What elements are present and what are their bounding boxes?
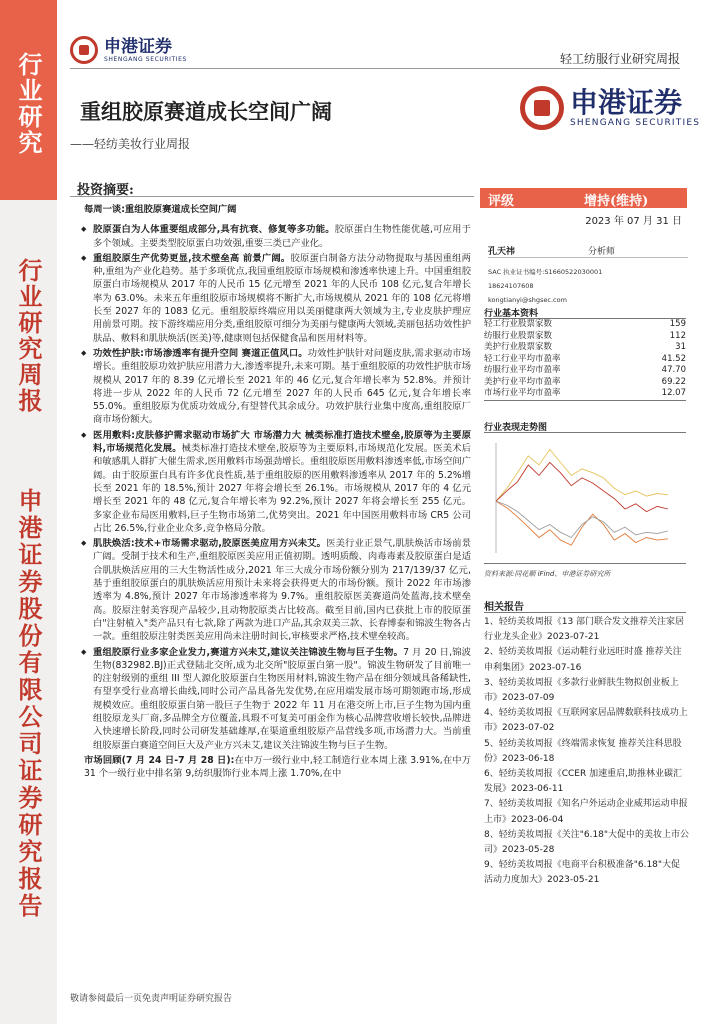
row-value: 47.70 (661, 365, 686, 375)
rating-banner (480, 188, 687, 208)
summary-bullet (84, 646, 471, 752)
table-row (484, 319, 686, 331)
chart-series-line-4 (496, 462, 668, 511)
summary-body (84, 203, 471, 782)
row-label: 轻工行业股票家数 (484, 319, 553, 329)
row-label: 市场行业平均市盈率 (484, 388, 561, 398)
chart-heading: 行业表现走势图 (484, 423, 548, 433)
summary-bullet (84, 223, 471, 250)
bullet-lead: 重组胶原生产优势更显,技术壁垒高 前景广阔。 (93, 252, 291, 264)
table-row (484, 342, 686, 354)
market-review-lead: 市场回顾(7 月 24 日-7 月 28 日): (84, 754, 235, 766)
brand-mark-icon (70, 36, 98, 64)
sidebar-top-band (0, 0, 57, 200)
summary-bullet (84, 429, 471, 535)
report-subtitle: ——轻纺美妆行业周报 (70, 137, 191, 151)
analyst-credentials (488, 265, 602, 307)
bullet-lead: 重组胶原行业多家企业发力,赛道方兴未艾,建议关注锦波生物与巨子生物。 (93, 646, 404, 658)
table-row (484, 365, 686, 377)
sidebar (0, 0, 57, 1024)
rating-label: 评级 (488, 194, 515, 209)
sidebar-bottom-band (0, 200, 57, 1024)
bullet-text: 胶原蛋白制备方法分动物提取与基因重组两种,重组为产业化趋势。基于多项优点,我国重组胶原市场规模和渗透率快速上升。中国重组胶原蛋白市场规模从 2017 年的人民币 15 亿元增至 2021 年的人民币 108 亿元,复合年增长率为 63.0%。未来五年重组胶原市场规模将不断扩大,市场规模从 2021 年的 108 亿元将增长至 2027 年的 1083 亿元。重组胶原终端应用以美丽健康两大领域为主,专业皮肤护理应用前景可期。按下游终端应用分类,重组胶原可细分为美丽与健康两大领域,美丽包括功效性护肤品、敷料和肌肤焕活(医美)等,健康则包括保健食品和医用材料等。 (93, 252, 471, 344)
list-item[interactable]: 1、轻纺美妆周报《13 部门联合发文推荐关注家居行业龙头企业》2023-07-21 (484, 617, 685, 643)
analyst-email[interactable]: kongtianyi@shgsec.com (488, 296, 567, 304)
list-item[interactable]: 5、轻纺美妆周报《终端需求恢复 推荐关注科思股份》2023-06-18 (484, 738, 682, 764)
analyst-divider (488, 257, 688, 258)
report-title: 重组胶原赛道成长空间广阔 (80, 99, 332, 124)
industry-info-table (484, 318, 686, 401)
brand-name-en-large: SHENGANG SECURITIES (570, 118, 701, 128)
row-label: 纺服行业平均市盈率 (484, 365, 561, 375)
analyst-role: 分析师 (588, 247, 616, 257)
sidebar-label-industry-research: 行业研究 (14, 52, 43, 156)
header-category: 轻工纺服行业研究周报 (559, 52, 680, 66)
brand-mark-large-icon (520, 86, 564, 130)
chart-source: 资料来源:同花顺 iFind、申港证券研究所 (484, 570, 611, 578)
chart-series-line-2 (496, 501, 668, 537)
performance-chart-svg (484, 433, 686, 563)
bullet-lead: 功效性护肤:市场渗透率有提升空间 赛道正值风口。 (93, 347, 308, 359)
related-reports-heading: 相关报告 (484, 602, 524, 613)
brand-name-en: SHENGANG SECURITIES (104, 55, 187, 63)
related-reports-list (484, 615, 690, 889)
bullet-text: 医美行业正景气,肌肤焕活市场前景广阔。受制于技术和生产,重组胶原医美应用正值初期。透明质酸、肉毒毒素及胶原蛋白是适合肌肤焕活应用的三大生物活性成分,2021 年三大成分市场份额分别为 217/139/37 亿元,基于重组胶原蛋白的肌肤焕活应用预计未来将会获得更大的市场份额。预计 2022 年市场渗透率为 4.8%,预计 2027 年市场渗透率将为 9.7%。重组胶原医美赛道尚处蓝海,技术壁垒高。胶原注射美容现产品较少,且动物胶原类占比较高。截至目前,国内已获批上市的胶原蛋白"注射植入"类产品只有七款,除了两款为进口产品,其余双美三款、长春博泰和锦波生物各占一款。重组胶原注射类医美应用尚未注册时间长,审核要求严格,技术壁垒较高。 (93, 538, 471, 643)
summary-bullet (84, 537, 471, 643)
list-item[interactable]: 4、轻纺美妆周报《互联网家居品牌数联科技成功上市》2023-07-02 (484, 708, 688, 734)
brand-name-cn: 申港证券 (104, 36, 172, 57)
row-label: 纺服行业股票家数 (484, 330, 553, 341)
bullet-lead: 医用敷料:皮肤修护需求驱动市场扩大 市场潜力大 械类标准打造技术壁垒,胶原等为主要原料,市场规范化发展。 (93, 429, 471, 455)
bullet-text: 功效性护肤针对问题皮肤,需求驱动市场增长。重组胶原功效护肤应用潜力大,渗透率提升,未来可期。基于重组胶原的功效性护肤市场规模从 2017 年的 8.39 亿元增长至 2021 年的 46 亿元,复合年增长率为 52.8%。并预计将进一步从 2022 年的人民币 72 亿元增至 2027 年的人民币 645 亿元,复合年增长率 55.0%。重组胶原为优质功效成分,有望替代其余成分。功效护肤行业集中度高,重组胶原厂商市场份额大。 (93, 347, 471, 426)
bullet-text: 胶原蛋白生物性能优越,可应用于多个领域。主要类型胶原蛋白功效强,重要三类已产业化。 (93, 224, 471, 249)
table-row (484, 377, 686, 389)
summary-bullet (84, 347, 471, 427)
list-item[interactable]: 7、轻纺美妆周报《知名户外运动企业威邦运动申报上市》2023-06-04 (484, 799, 688, 825)
industry-info-heading: 行业基本资料 (484, 309, 539, 319)
analyst-name: 孔天祎 (488, 247, 516, 257)
weekly-topic: 每周一谈:重组胶原赛道成长空间广阔 (84, 204, 237, 215)
bullet-text: 械类标准打造技术壁垒,胶原等为主要原料,市场规范化发展。医美术后和敏感肌人群扩大催生需求,医用敷料市场强劲增长。重组胶原医用敷料渗透率低,市场空间广阔。由于胶原蛋白具有许多优良性质,基于重组胶原的医用敷料渗透率从 2017 年的 5.2%增长至 2021 年的 18.5%,预计 2027 年将会增长至 26.1%。市场规模从 2017 年的 4 亿元增长至 2021 年的 48 亿元,复合年增长率为 92.2%,预计 2027 年将会增长至 255 亿元。多家企业布局医用敷料,巨子生物市场第二,优势突出。2021 年中国医用敷料市场 CR5 公司占比 26.5%,行业企业众多,竞争格局分散。 (93, 443, 471, 534)
row-value: 159 (669, 319, 686, 329)
row-label: 美护行业股票家数 (484, 342, 553, 352)
analyst-block (488, 244, 688, 257)
table-row (484, 354, 686, 366)
row-value: 12.07 (661, 388, 686, 398)
header-divider (70, 68, 680, 69)
page-footer: 敬请参阅最后一页免责声明证券研究报告 (70, 994, 233, 1004)
list-item[interactable]: 6、轻纺美妆周报《CCER 加速重启,助推林业碳汇发展》2023-06-11 (484, 769, 682, 795)
brand-logo-large (520, 86, 700, 130)
bullet-lead: 胶原蛋白为人体重要组成部分,具有抗衰、修复等多功能。 (93, 224, 335, 236)
summary-heading: 投资摘要: (77, 183, 134, 198)
table-row (484, 388, 686, 400)
sidebar-label-weekly: 行业研究周报 (14, 258, 43, 414)
list-item[interactable]: 2、轻纺美妆周报《运动鞋行业远旺时盛 推荐关注申利集团》2023-07-16 (484, 647, 682, 673)
summary-bullet (84, 252, 471, 345)
analyst-cert: SAC 执业证书编号:S1660522030001 (488, 268, 603, 276)
row-value: 112 (669, 330, 686, 341)
market-review-text: 在中万一级行业中,轻工制造行业本周上涨 3.91%,在中万 31 个一级行业中排名第 9,纺织服饰行业本周上涨 1.70%,在中 (84, 754, 471, 780)
sidebar-label-company: 申港证券股份有限公司证券研究报告 (14, 488, 43, 920)
related-reports-divider (484, 612, 686, 613)
list-item[interactable]: 3、轻纺美妆周报《多款行业鲜肤生物拟创业板上市》2023-07-09 (484, 677, 679, 704)
analyst-phone: 18624107608 (488, 282, 534, 290)
list-item[interactable]: 8、轻纺美妆周报《关注"6.18"大促中的美妆上市公司》2023-05-28 (484, 829, 690, 856)
list-item[interactable]: 9、轻纺美妆周报《电商平台积极准备"6.18"大促 活动力度加大》2023-05-21 (484, 860, 681, 886)
bullet-lead: 肌肤焕活:技术+市场需求驱动,胶原医美应用方兴未艾。 (93, 538, 327, 550)
chart-series-line-1 (496, 501, 668, 545)
row-value: 69.22 (661, 376, 686, 387)
row-value: 41.52 (661, 353, 686, 364)
brand-name-cn-large: 申港证券 (570, 86, 683, 119)
brand-logo-small (70, 36, 187, 64)
report-date: 2023 年 07 月 31 日 (585, 216, 682, 227)
market-review (84, 754, 471, 781)
row-value: 31 (675, 342, 686, 352)
row-label: 轻工行业平均市盈率 (484, 353, 561, 364)
rating-value: 增持(维持) (584, 194, 649, 209)
summary-divider (70, 196, 474, 197)
bullet-text: 7 月 20 日,锦波生物(832982.BJ)正式登陆北交所,成为北交所"胶原蛋白第一股"。锦波生物研发了目前唯一的注射级别的重组 III 型人源化胶原蛋白生物医用材料,锦波生物产品在细分领域具备稀缺性,有望享受行业高增长曲线,同时公司产品具备先发优势,在应用端发展市场可期领跑市场,形成规模效应。重组胶原蛋白第一股巨子生物于 2022 年 11 月在港交所上市,巨子生物为国内重组胶原龙头厂商,多品牌全方位覆盖,具瑕不可复美可丽金作为核心品牌营收增长较快,品牌进入快速增长阶段,同时公司研发基础雄厚,在渠道重组胶原产品营线多项,市场潜力大。当前重组胶原蛋白赛道空间巨大及产业方兴未艾,建议关注锦波生物与巨子生物。 (93, 646, 471, 751)
performance-chart (484, 432, 686, 564)
table-row (484, 331, 686, 343)
row-label: 美护行业平均市盈率 (484, 376, 561, 387)
